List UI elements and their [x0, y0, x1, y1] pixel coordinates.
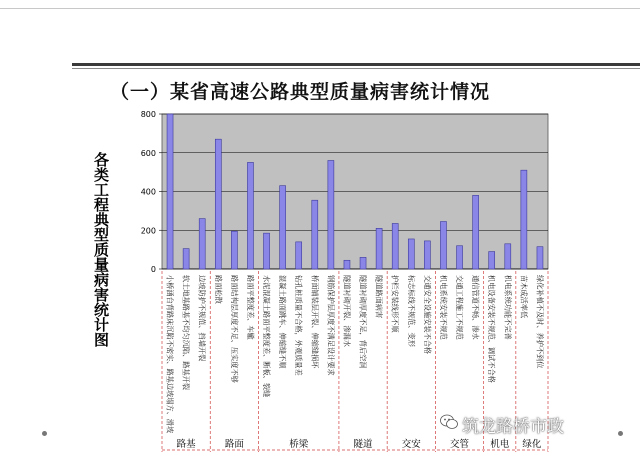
- category-label: 水泥混凝土路面平整度差、断板、裂缝: [262, 275, 272, 398]
- category-label: 交通工程施工不规范: [455, 275, 465, 340]
- bar: [199, 219, 205, 269]
- y-tick-label: 200: [140, 226, 156, 236]
- slide-title: （一）某省高速公路典型质量病害统计情况: [110, 81, 491, 103]
- group-label: 机电: [490, 439, 510, 450]
- bar: [167, 114, 173, 269]
- category-label: 软土地基路基不均匀沉陷、路基开裂: [181, 275, 191, 391]
- group-label: 交管: [450, 439, 470, 450]
- category-label: 标志标线不规范、变形: [406, 275, 416, 347]
- group-label: 隧道: [353, 439, 373, 450]
- bar: [280, 186, 286, 269]
- bar: [440, 222, 446, 269]
- bar: [215, 139, 221, 269]
- group-label: 绿化: [522, 439, 542, 450]
- y-tick-label: 400: [140, 187, 156, 197]
- category-label: 隧道衬砌开裂、渗漏水: [342, 275, 352, 347]
- chart-vertical-title: 各类工程典型质量病害统计图: [92, 152, 110, 347]
- category-label: 混凝土路面跳车、伸缩缝不顺: [278, 275, 288, 369]
- category-label: 路面平整度差、车辙: [245, 275, 255, 340]
- bar: [183, 249, 189, 269]
- group-label: 交安: [401, 439, 421, 450]
- y-tick-label: 0: [150, 265, 156, 274]
- category-label: 小桥涵台背路床沉陷不密实、路基边坡塌方、滑坡: [165, 275, 175, 434]
- category-label: 护栏安装线形不顺: [390, 275, 400, 333]
- category-label: 钢筋保护层厚度不满足设计要求: [326, 275, 336, 376]
- slide-bullet-dot: [42, 431, 47, 436]
- bar: [231, 231, 237, 269]
- category-label: 隧道路面病害: [374, 275, 384, 319]
- bar: [392, 223, 398, 269]
- slide-bullet-dot: [618, 431, 623, 436]
- category-label: 交通安全设施安装不合格: [422, 275, 432, 355]
- bar: [296, 242, 302, 269]
- wechat-logo-icon: [440, 414, 458, 430]
- category-label: 桥面铺装层开裂、伸缩缝损坏: [310, 275, 320, 369]
- bar: [505, 244, 511, 269]
- category-label: 苗木成活率低: [519, 275, 529, 319]
- y-tick-label: 600: [140, 148, 156, 158]
- bar: [521, 170, 527, 269]
- bar: [344, 260, 350, 269]
- bar: [264, 233, 270, 269]
- bar: [424, 241, 430, 269]
- group-label: 路面: [224, 439, 244, 450]
- bar: [328, 161, 334, 270]
- category-label: 机电设备安装不规范、调试不合格: [487, 275, 497, 383]
- category-label: 隧道衬砌厚度不足，背后空洞: [358, 275, 368, 369]
- y-tick-label: 800: [140, 110, 156, 119]
- watermark-text: 筑龙路桥市政: [462, 417, 564, 437]
- category-label: 通信管道不畅、渗水: [471, 275, 481, 340]
- category-label: 边坡防护不规范、挡墙开裂: [197, 275, 207, 362]
- group-label: 桥梁: [289, 439, 309, 450]
- category-label: 机电系统功能不完善: [503, 275, 513, 340]
- bar: [408, 239, 414, 269]
- category-label: 绿化补植不及时、养护不到位: [535, 275, 545, 369]
- bar: [312, 200, 318, 269]
- bar: [247, 162, 253, 269]
- category-label: 路面结构层厚度不足、压实度不够: [229, 275, 239, 383]
- bar: [473, 195, 479, 269]
- bar: [489, 252, 495, 269]
- group-label: 路基: [176, 439, 196, 450]
- category-label: 路面松散: [213, 275, 223, 304]
- category-label: 机电系统安装不规范: [438, 275, 448, 340]
- bar: [457, 246, 463, 269]
- bar: [376, 228, 382, 269]
- category-label: 钻孔桩质量不合格，外观质量差: [294, 275, 304, 376]
- bar: [360, 257, 366, 269]
- bar: [537, 247, 543, 269]
